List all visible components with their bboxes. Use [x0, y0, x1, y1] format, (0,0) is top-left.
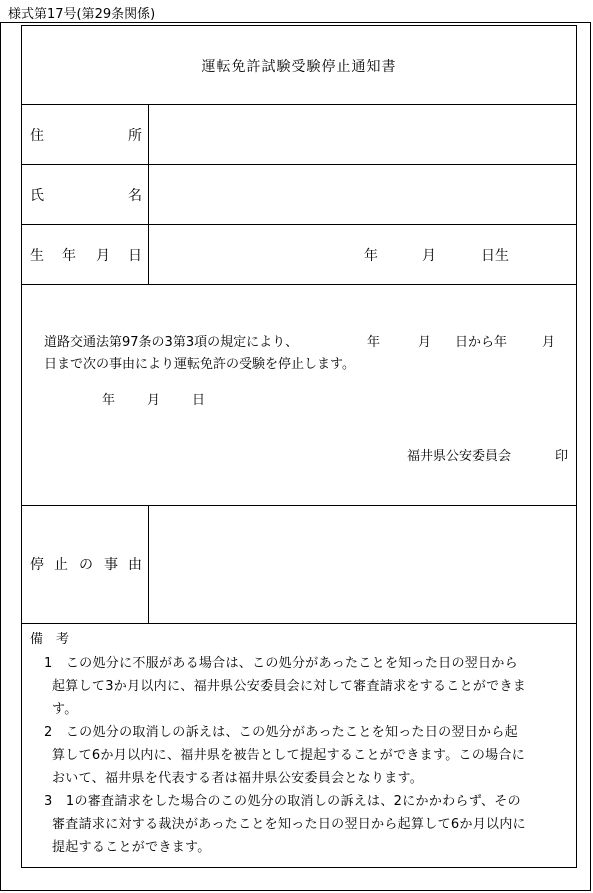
dob-value[interactable] — [149, 225, 576, 284]
remarks-line-5: 算して6か月以内に、福井県を被告として提起することができます。この場合に — [52, 748, 526, 763]
address-label-char-2: 所 — [128, 128, 142, 144]
dob-day: 日生 — [481, 248, 509, 264]
remarks-line-6: おいて、福井県を代表する者は福井県公安委員会となります。 — [52, 771, 424, 786]
notice-line1-year: 年 — [367, 335, 381, 350]
notice-line2: 日まで次の事由により運転免許の受験を停止します。 — [44, 357, 355, 372]
seal-mark: 印 — [555, 449, 569, 464]
dob-label-char-1: 生 — [30, 248, 44, 264]
dob-month: 月 — [422, 248, 436, 264]
remarks-line-4: 2 この処分の取消しの訴えは、この処分があったことを知った日の翌日から起 — [44, 725, 518, 740]
reason-value[interactable] — [149, 506, 576, 623]
address-label-cell — [22, 105, 149, 164]
notice-line1-month2: 月 — [542, 335, 556, 350]
notice-line1-from: 日から年 — [455, 335, 508, 350]
notice-body-row — [22, 285, 576, 506]
reason-label-char-4: 事 — [104, 557, 118, 573]
dob-year: 年 — [364, 248, 378, 264]
name-label-char-2: 名 — [128, 188, 142, 204]
issue-date-day: 日 — [192, 393, 206, 408]
reason-label-char-5: 由 — [128, 557, 142, 573]
remarks-line-7: 3 1の審査請求をした場合のこの処分の取消しの訴えは、2にかかわらず、その — [44, 794, 521, 809]
notice-form-table — [21, 25, 577, 868]
form-title: 運転免許試験受験停止通知書 — [201, 59, 397, 75]
remarks-row — [22, 624, 576, 867]
dob-row — [22, 225, 576, 285]
reason-label-cell — [22, 506, 149, 623]
reason-label-char-2: 止 — [54, 557, 68, 573]
name-value[interactable] — [149, 165, 576, 224]
remarks-line-8: 審査請求に対する裁決があったことを知った日の翌日から起算して6か月以内に — [52, 817, 526, 832]
reason-label-char-3: の — [79, 557, 93, 573]
remarks-heading-char-1: 備 — [30, 632, 44, 647]
dob-label-char-2: 年 — [62, 248, 76, 264]
notice-line1-text: 道路交通法第97条の3第3項の規定により、 — [44, 335, 299, 350]
dob-label-char-3: 月 — [96, 248, 110, 264]
notice-line1-month: 月 — [418, 335, 432, 350]
name-label-char-1: 氏 — [30, 188, 44, 204]
remarks-line-2: 起算して3か月以内に、福井県公安委員会に対して審査請求をすることができま — [52, 679, 527, 694]
name-label-cell — [22, 165, 149, 224]
remarks-line-9: 提起することができます。 — [52, 840, 211, 855]
address-value[interactable] — [149, 105, 576, 164]
address-label-char-1: 住 — [30, 128, 44, 144]
dob-label-char-4: 日 — [128, 248, 142, 264]
name-row — [22, 165, 576, 225]
form-number: 様式第17号(第29条関係) — [8, 7, 156, 22]
title-row — [22, 26, 576, 105]
remarks-heading-char-2: 考 — [56, 632, 70, 647]
remarks-line-1: 1 この処分に不服がある場合は、この処分があったことを知った日の翌日から — [44, 656, 518, 671]
issue-date-year: 年 — [102, 393, 116, 408]
issuer-name: 福井県公安委員会 — [407, 449, 512, 464]
dob-label-cell — [22, 225, 149, 284]
reason-label-char-1: 停 — [30, 557, 44, 573]
address-row — [22, 105, 576, 165]
issue-date-month: 月 — [147, 393, 161, 408]
remarks-line-3: す。 — [52, 702, 78, 717]
reason-row — [22, 506, 576, 624]
